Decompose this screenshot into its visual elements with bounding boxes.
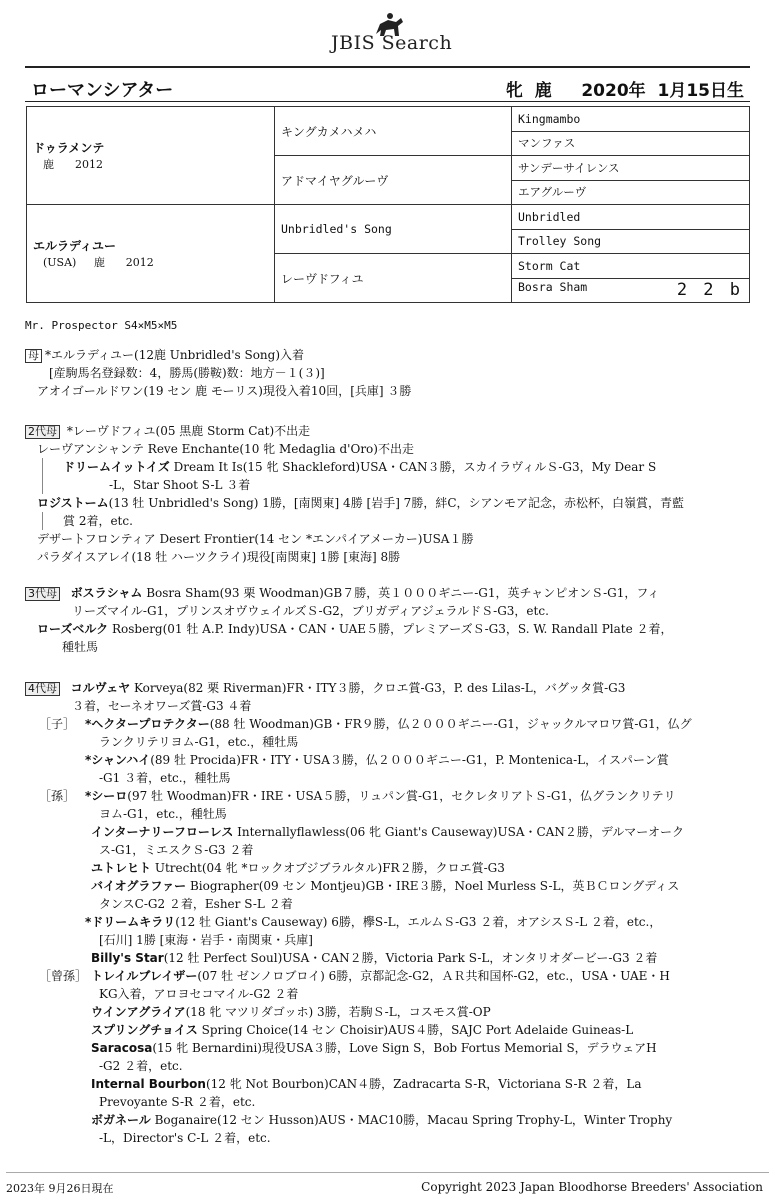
gen2-line: (13 牡 Unbridled's Song) 1勝，[南関東] 4勝 [岩手] 7勝，絆C，シアンモア記念，赤松杯，白嶺賞，青藍	[108, 496, 685, 510]
gen4-line: (88 牡 Woodman)GB・FR９勝，仏２０００ギニー-G1，ジャックルマロワ賞-G1，仏グ	[209, 717, 692, 731]
horse-link[interactable]: Internal Bourbon	[91, 1077, 206, 1091]
gen2-line: レーヴアンシャンテ Reve Enchante(10 牝 Medaglia d'Oro)不出走	[37, 442, 414, 456]
inbreeding-note: Mr. Prospector S4×M5×M5	[25, 319, 178, 332]
horse-info: 牝 鹿 2020年 1月15日生	[505, 81, 744, 101]
footer-rule	[6, 1172, 769, 1173]
g2-cell[interactable]: Unbridled's Song	[275, 205, 512, 254]
gen4-line: Utrecht(04 牝 *ロックオブジブラルタル)FR２勝，クロエ賞-G3	[151, 861, 505, 875]
g3-cell[interactable]: マンファス	[512, 131, 750, 156]
horse-link[interactable]: *シーロ	[85, 789, 128, 803]
g3-cell[interactable]	[512, 254, 750, 279]
gen4-line: ヨム-G1，etc.，種牡馬	[99, 807, 227, 821]
gen4-line: Biographer(09 セン Montjeu)GB・IRE３勝，Noel Murless S-L，英ＢＣロングディス	[186, 879, 680, 893]
section-tag: 4代母	[25, 682, 60, 696]
section-tag: 3代母	[25, 587, 60, 601]
family-number: 2 2 b	[676, 280, 743, 301]
relation-label: ［子］	[39, 717, 76, 731]
gen4-line: Korveya(82 栗 Riverman)FR・ITY３勝，クロエ賞-G3，P. des Lilas-L，バグッタ賞-G3	[130, 681, 626, 695]
section-tag: 2代母	[25, 425, 60, 439]
g3-cell[interactable]	[512, 278, 750, 303]
mother-line: [産駒馬名登録数：4，勝馬(勝鞍)数：地方－１(３)]	[49, 366, 325, 380]
horse-link[interactable]: ウインアグライア	[91, 1005, 186, 1019]
gen4-line: ランクリテリヨム-G1，etc.，種牡馬	[99, 735, 299, 749]
gen2-dam: *レーヴドフィユ(05 黒鹿 Storm Cat)不出走	[66, 424, 311, 438]
gen4-line: Spring Choice(14 セン Choisir)AUS４勝，SAJC Port Adelaide Guineas-L	[197, 1023, 634, 1037]
horse-link[interactable]: インターナリーフローレス	[91, 825, 234, 839]
g3-name: Bosra Sham	[518, 280, 588, 295]
gen4-line: ス-G1，ミエスクＳ-G3 ２着	[99, 843, 254, 857]
gen2-line: Dream It Is(15 牝 Shackleford)USA・CAN３勝，スカイラヴィルＳ-G3，My Dear S	[169, 460, 657, 474]
section-tag: 母	[25, 349, 42, 363]
gen4-line: Prevoyante S-R ２着，etc.	[99, 1095, 256, 1109]
horse-link[interactable]: ローズベルク	[37, 622, 109, 636]
horse-link[interactable]: *シャンハイ	[85, 753, 151, 767]
g3-name: Storm Cat	[518, 258, 581, 273]
horse-link[interactable]: Saracosa	[91, 1041, 153, 1055]
gen3-section	[25, 584, 755, 656]
horse-name: ローマンシアター	[31, 80, 174, 101]
gen3-line: Bosra Sham(93 栗 Woodman)GB７勝，英１０００ギニー-G1，英チャンピオンＳ-G1，フィ	[142, 586, 660, 600]
gen4-line: [石川] 1勝 [東海・岩手・南関東・兵庫]	[99, 933, 313, 947]
mother-section	[25, 346, 755, 400]
gen2-line: -L，Star Shoot S-L ３着	[109, 478, 251, 492]
gen4-line: -G1 ３着，etc.，種牡馬	[99, 771, 231, 785]
gen4-line: ３着，セーネオワーズ賞-G3 ４着	[72, 699, 252, 713]
g3-cell[interactable]: エアグルーヴ	[512, 180, 750, 205]
horse-link[interactable]: トレイルブレイザー	[91, 969, 198, 983]
horse-link[interactable]: バイオグラファー	[91, 879, 187, 893]
dam-name: エルラディユー	[33, 239, 117, 253]
copyright: Copyright 2023 Japan Bloodhorse Breeders' Association	[421, 1180, 763, 1194]
gen4-section	[25, 679, 755, 1147]
gen4-line: (07 牡 ゼンノロブロイ) 6勝，京都記念-G2，ＡＲ共和国杯-G2，etc.，USA・UAE・H	[197, 969, 670, 983]
horse-link[interactable]: Billy's Star	[91, 951, 164, 965]
sire-cell[interactable]	[27, 107, 275, 205]
pedigree-table	[26, 106, 750, 303]
offspring-line: アオイゴールドワン(19 セン 鹿 モーリス)現役入着10回，[兵庫] ３勝	[37, 384, 412, 398]
jbis-logo[interactable]	[0, 6, 775, 56]
header-rule	[25, 66, 750, 68]
logo-text: JBIS Search	[331, 32, 453, 54]
gen4-line: (89 牡 Procida)FR・ITY・USA３勝，仏２０００ギニー-G1，P. Montenica-L，イスパーン賞	[150, 753, 669, 767]
horse-link[interactable]: ボガネール	[91, 1113, 151, 1127]
gen4-line: (18 牝 マツリダゴッホ) 3勝，若駒Ｓ-L，コスモス賞-OP	[185, 1005, 491, 1019]
dam-sub: (USA) 鹿 2012	[43, 256, 154, 269]
horse-link[interactable]: ドリームイットイズ	[63, 460, 170, 474]
g2-cell[interactable]: キングカメハメハ	[275, 107, 512, 156]
gen4-line: (12 牡 Giant's Causeway) 6勝，欅S-L，エルムＳ-G3 ２着，オアシスＳ-L ２着，etc.，	[175, 915, 662, 929]
sire-name: ドゥラメンテ	[33, 141, 105, 155]
gen4-line: Internallyflawless(06 牝 Giant's Causeway)USA・CAN２勝，デルマーオーク	[233, 825, 684, 839]
horse-link[interactable]: ロジストーム	[37, 496, 109, 510]
horse-link[interactable]: コルヴェヤ	[70, 681, 131, 695]
sire-sub: 鹿 2012	[43, 158, 103, 171]
gen4-line: タンスC-G2 ２着，Esher S-L ２着	[99, 897, 293, 911]
gen2-line: パラダイスアレイ(18 牡 ハーツクライ)現役[南関東] 1勝 [東海] 8勝	[37, 550, 401, 564]
horse-link[interactable]: *ヘクタープロテクター	[85, 717, 210, 731]
horse-link[interactable]: ユトレヒト	[91, 861, 152, 875]
dam-cell[interactable]	[27, 205, 275, 303]
gen2-section	[25, 422, 755, 566]
g2-cell[interactable]: レーヴドフィユ	[275, 254, 512, 303]
gen4-line: (15 牝 Bernardini)現役USA３勝，Love Sign S，Bob Fortus Memorial S，デラウェアH	[152, 1041, 657, 1055]
gen2-line: デザートフロンティア Desert Frontier(14 セン *エンパイアメーカー)USA１勝	[37, 532, 474, 546]
g2-cell[interactable]: アドマイヤグルーヴ	[275, 156, 512, 205]
mother-line: *エルラディユー(12鹿 Unbridled's Song)入着	[45, 348, 305, 362]
gen4-line: -G2 ２着，etc.	[99, 1059, 183, 1073]
gen4-line: (12 牝 Not Bourbon)CAN４勝，Zadracarta S-R，Victoriana S-R ２着，La	[205, 1077, 642, 1091]
title-bar	[25, 76, 750, 104]
horse-link[interactable]: ボスラシャム	[70, 586, 143, 600]
gen2-line: 賞 2着，etc.	[63, 514, 133, 528]
g3-cell[interactable]: Unbridled	[512, 205, 750, 230]
relation-label: ［孫］	[39, 789, 76, 803]
title-rule	[25, 101, 750, 102]
g3-cell[interactable]: サンデーサイレンス	[512, 156, 750, 181]
gen4-line: -L，Director's C-L ２着，etc.	[99, 1131, 271, 1145]
g3-cell[interactable]: Kingmambo	[512, 107, 750, 132]
gen4-line: Boganaire(12 セン Husson)AUS・MAC10勝，Macau Spring Trophy-L，Winter Trophy	[150, 1113, 673, 1127]
horse-link[interactable]: スプリングチョイス	[91, 1023, 198, 1037]
relation-label: ［曾孫］	[39, 969, 88, 983]
gen3-line: 種牡馬	[62, 640, 99, 654]
g3-cell[interactable]: Trolley Song	[512, 229, 750, 254]
gen3-line: リーズマイル-G1，プリンスオヴウェイルズＳ-G2，ブリガディアジェラルドＳ-G3，etc.	[72, 604, 549, 618]
gen4-line: KG入着，アロヨセコマイル-G2 ２着	[99, 987, 299, 1001]
horse-link[interactable]: *ドリームキラリ	[85, 915, 176, 929]
as-of-date: 2023年 9月26日現在	[6, 1182, 114, 1195]
gen3-line: Rosberg(01 牡 A.P. Indy)USA・CAN・UAE５勝，プレミアーズＳ-G3，S. W. Randall Plate ２着，	[108, 622, 673, 636]
gen4-line: (12 牡 Perfect Soul)USA・CAN２勝，Victoria Park S-L，オンタリオダービー-G3 ２着	[163, 951, 658, 965]
gen4-line: (97 牡 Woodman)FR・IRE・USA５勝，リュパン賞-G1，セクレタリアトＳ-G1，仏グランクリテリ	[127, 789, 676, 803]
